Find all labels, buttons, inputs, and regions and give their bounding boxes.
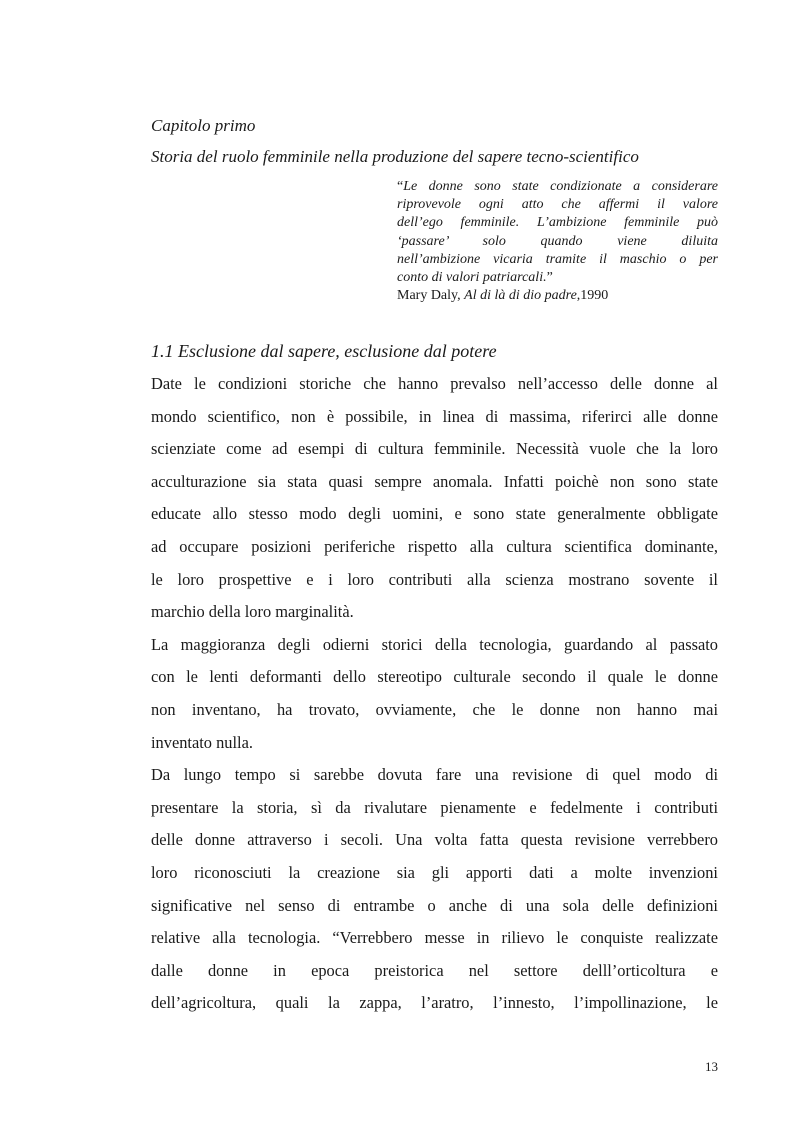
chapter-label: Capitolo primo [151,116,256,135]
epigraph-line-text: conto di valori patriarcali. [397,269,547,285]
body-line: Date le condizioni storiche che hanno prevalso nell’accesso delle donne al [151,374,718,393]
body-line: non inventano, ha trovato, ovviamente, che le donne non hanno mai [151,699,718,719]
body-line: presentare la storia, sì da rivalutare pienamente e fedelmente i contributi [151,797,718,817]
epigraph-line: dell’ego femminile. L’ambizione femminile può [397,215,718,231]
body-text [151,368,718,1020]
epigraph-line [397,269,718,287]
epigraph-line: riprovevole ogni atto che affermi il valore [397,197,718,213]
body-line: relative alla tecnologia. “Verrebbero messe in rilievo le conquiste realizzate [151,928,718,948]
chapter-title: Storia del ruolo femminile nella produzione del sapere tecno-scientifico [151,147,639,166]
epigraph-author: Mary Daly, [397,288,465,304]
body-line: dalle donne in epoca preistorica nel settore delll’orticoltura e [151,960,718,980]
epigraph-line-text: Le donne sono state condizionate a considerare [403,179,718,194]
epigraph-year: ,1990 [576,288,609,304]
page-number: 13 [705,1059,718,1074]
body-line: educate allo stesso modo degli uomini, e sono state generalmente obbligate [151,504,718,524]
epigraph-line: ‘passare’ solo quando viene diluita [397,233,718,249]
body-line: con le lenti deformanti dello stereotipo culturale secondo il quale le donne [151,667,718,687]
body-line: dell’agricoltura, quali la zappa, l’aratro, l’innesto, l’impollinazione, le [151,993,718,1013]
open-quote: “ [397,179,404,194]
body-line: loro riconosciuti la creazione sia gli apporti dati a molte invenzioni [151,862,718,882]
body-line: Da lungo tempo si sarebbe dovuta fare una revisione di quel modo di [151,765,718,785]
epigraph-line [397,178,718,196]
body-line: acculturazione sia stata quasi sempre anomala. Infatti poichè non sono state [151,471,718,491]
section-heading: 1.1 Esclusione dal sapere, esclusione dal potere [151,341,497,361]
epigraph-attribution [397,287,718,305]
body-line: marchio della loro marginalità. [151,602,354,622]
epigraph-line: nell’ambizione vicaria tramite il maschio o per [397,251,718,267]
epigraph-work: Al di là di dio padre [464,288,577,304]
body-line: inventato nulla. [151,732,253,752]
body-line: significative nel senso di entrambe o anche di una sola delle definizioni [151,895,718,915]
body-line: La maggioranza degli odierni storici della tecnologia, guardando al passato [151,634,718,654]
close-quote: ” [546,269,553,285]
body-line: le loro prospettive e i loro contributi alla scienza mostrano sovente il [151,569,718,589]
epigraph-quote [397,178,718,305]
body-line: scienziate come ad esempi di cultura femminile. Necessità vuole che la loro [151,439,718,459]
body-line: delle donne attraverso i secoli. Una volta fatta questa revisione verrebbero [151,830,718,850]
body-line: mondo scientifico, non è possibile, in linea di massima, riferirci alle donne [151,406,718,426]
body-line: ad occupare posizioni periferiche rispetto alla cultura scientifica dominante, [151,536,718,556]
